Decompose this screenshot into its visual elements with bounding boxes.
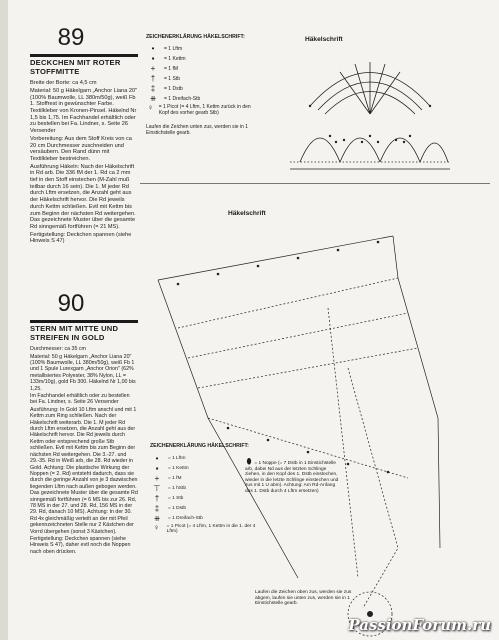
star-crochet-chart — [148, 218, 493, 638]
legend-bottom: ZEICHENERKLÄRUNG HÄKELSCHRIFT: • = 1 Lftm ▪ = 1 Kettm + = 1 fM ⊤ = 1 hStb † = 1 Stb ‡ = 1 Dstb ⧺ = 1 Dreifach-Stb ♀ = 1 Picot (= 4 Lftm, 1 Kettm in die 1. der 4 Lftm) — [150, 444, 258, 538]
pattern-89-title: DECKCHEN MIT ROTER STOFFMITTE — [30, 58, 121, 76]
chart-arch — [340, 138, 380, 162]
single-crochet-icon: + — [154, 473, 160, 483]
picot-icon: ♀ — [147, 103, 154, 112]
chart-row-line — [188, 313, 408, 358]
noppe-legend: ⬮ = 1 Noppe (= 7 Dstb in 1 Einstichstelle arb, dabei Nd aus der letzten Schlinge ziehen, in den Kopf des 1. Dstb einstechen, wieder in die letzte Schlinge einstechen und zus mit 1 U abm). Achtung: Am Rd-Anfang das 1. Dstb durch 4 Lftm ersetzen) — [245, 457, 339, 494]
bobble-icon: ⬮ — [246, 457, 252, 466]
chart-star-edge — [393, 236, 398, 278]
border-crochet-chart — [270, 44, 470, 189]
chain-icon: • — [151, 44, 155, 53]
chart-row-line — [328, 308, 358, 578]
single-crochet-icon: + — [150, 64, 156, 73]
legend-bottom-note: Laufen die Zeichen oben zus, werden sie zus abgem, laufen sie unten zus, werden sie in 1 Einstichstelle gearb. — [255, 590, 352, 607]
triple-treble-icon: ⧺ — [153, 513, 161, 523]
half-double-crochet-icon: ⊤ — [153, 483, 161, 493]
p90-durchmesser: Durchmesser: ca 35 cm — [30, 346, 86, 353]
chart-fan-rays — [340, 62, 400, 114]
chart-arch — [300, 138, 340, 162]
pattern-90-title: STERN MIT MITTE UND STREIFEN IN GOLD — [30, 324, 119, 342]
pattern-number-90: 90 — [57, 290, 85, 317]
pattern-number-89: 89 — [57, 24, 85, 51]
picot-icon: ♀ — [153, 522, 160, 532]
chart-row-line — [178, 278, 398, 328]
page-edge — [0, 0, 8, 640]
legend-top: ZEICHENERKLÄRUNG HÄKELSCHRIFT: • = 1 Lftm ▪ = 1 Kettm + = 1 fM † = 1 Stb ‡ = 1 Dstb ⧺ = 1 Dreifach-Stb ♀ = 1 Picot (= 4 Lftm, 1 Kettm zurück in den Kopf des vorher gearb Stb) Laufen die Zeichen unten zus, werden sie in 1 Einstichstelle gearb. — [146, 34, 254, 136]
p89-material: Material: 50 g Häkelgarn „Anchor Liana 20" (100% Baumwolle, LL 380m/50g), weiß Fb 1. Stoffrest in gewünschter Farbe. Textilkleber von Kronen-Pinsel. Häkelnd Nr 1,5 bis 1,75. Im Fachhandel erhältlich oder zu bestellen bei Fa. Lindner, s. Seite 26 Versender — [30, 87, 138, 135]
legend-top-title: ZEICHENERKLÄRUNG HÄKELSCHRIFT: — [146, 34, 245, 40]
pattern-89-column — [30, 24, 138, 555]
section-divider — [140, 183, 490, 184]
p90-fertig: Fertigstellung: Deckchen spannen (siehe Hinweis S 47), daher evtl noch die Noppen nach oben drücken. — [30, 535, 131, 555]
legend-bottom-title: ZEICHENERKLÄRUNG HÄKELSCHRIFT: — [150, 443, 249, 449]
heading-rule — [30, 54, 138, 57]
double-crochet-icon: † — [150, 74, 156, 83]
p89-vorbereitung: Vorbereitung: Aus dem Stoff Kreis von ca 20 cm Durchmesser zuschneiden und versäubern. Den Rand dünn mit Textilkleber bestreichen. — [30, 135, 132, 162]
p90-material: Material: 50 g Häkelgarn „Anchor Liana 20" (100% Baumwolle, LL 380m/50g), weiß Fb 1 und 1 Spule Lurexgarn „Anchor Orion" (62% metallisiertes Polyester, 38% Nylon, LL = 133m/10g), gold Fb 300. Häkelnd Nr 1,00 bis 1,25. — [30, 353, 136, 392]
chart-star-edge — [398, 278, 440, 548]
p89-ausfuehrung: Ausführung Häkeln: Nach der Häkelschrift in Rd arb. Die 336 fM der 1. Rd ca 2 mm tief in den Stoff einstechen (M-Zahl muß teilbar durch 16 sein). Die 1. M jeder Rd durch Lftm ersetzen, die Anzahl geht aus der Häkelschrift hervor. Die Rd jeweils durch Kettm schließen. Evtl mit Kettm bis zum Beginn der nächsten Rd weitergehen. Das gezeichnete Muster über die gesamte Rd sinngemäß fortführen (= 21 MS). — [30, 163, 136, 230]
watermark: PassionForum.ru — [348, 616, 491, 634]
chart-arch — [420, 143, 448, 162]
chart-row-line — [198, 348, 418, 388]
p90-ausfuehrung: Ausführung: In Gold 10 Lftm anschl und mit 1 Kettm zum Ring schließen. Nach der Häkelschrift weiterarb. Die 1. M jeder Rd durch Lftm ersetzen, die Anzahl geht aus der Häkelschrift hervor. Die Rd jeweils durch Kettm oder entsprechend große Stb schließen. Evtl mit Kettm bis zum Beginn der nächsten Rd weitergehen. Die 3.-27. und 29.-35. Rd in Weiß arb, die 28. Rd wieder in Gold. Achtung: Die plastische Wirkung der Noppen (= 2. Rd) entsteht dadurch, dass sie durch die geringe Anzahl von je 3 dazwischen liegenden Lftm nach außen gebogen werden. Das gezeichnete Muster über die gesamte Rd sinngemäß fortführen (= 6 MS bis zur 26. Rd, 78 MS in der 27. und 28. Rd, 156 MS in der 29. Rd, danach 10 MS). Achtung: In der 30. Rd 4x gleichmäßig verteilt an der mit Pfeil gekennzeichneten Stelle nur 2 Kästchen der Vorrd übergehen (sonst 3 Kästchen). — [30, 406, 138, 535]
triple-treble-icon: ⧺ — [149, 94, 157, 103]
p89-fertig: Fertigstellung: Deckchen spannen (siehe Hinweis S 47) — [30, 231, 132, 245]
chart-label-bottom: Häkelschrift — [228, 210, 266, 217]
slip-stitch-icon: ▪ — [151, 54, 155, 63]
chart-label-top: Häkelschrift — [305, 36, 343, 43]
legend-top-note: Laufen die Zeichen unten zus, werden sie in 1 Einstichstelle gearb. — [146, 124, 249, 136]
treble-icon: ‡ — [154, 503, 160, 513]
treble-icon: ‡ — [150, 84, 156, 93]
chart-row-line — [348, 368, 398, 608]
heading-rule — [30, 320, 138, 323]
chart-arch — [380, 138, 420, 162]
p89-breite: Breite der Borte: ca 4,5 cm — [30, 80, 97, 87]
chart-star-edge — [158, 236, 393, 280]
slip-stitch-icon: ▪ — [155, 463, 159, 473]
double-crochet-icon: † — [154, 493, 160, 503]
chain-icon: • — [155, 453, 159, 463]
p90-bezug: Im Fachhandel erhältlich oder zu bestellen bei Fa. Lindner, s. Seite 26 Versender — [30, 393, 130, 406]
